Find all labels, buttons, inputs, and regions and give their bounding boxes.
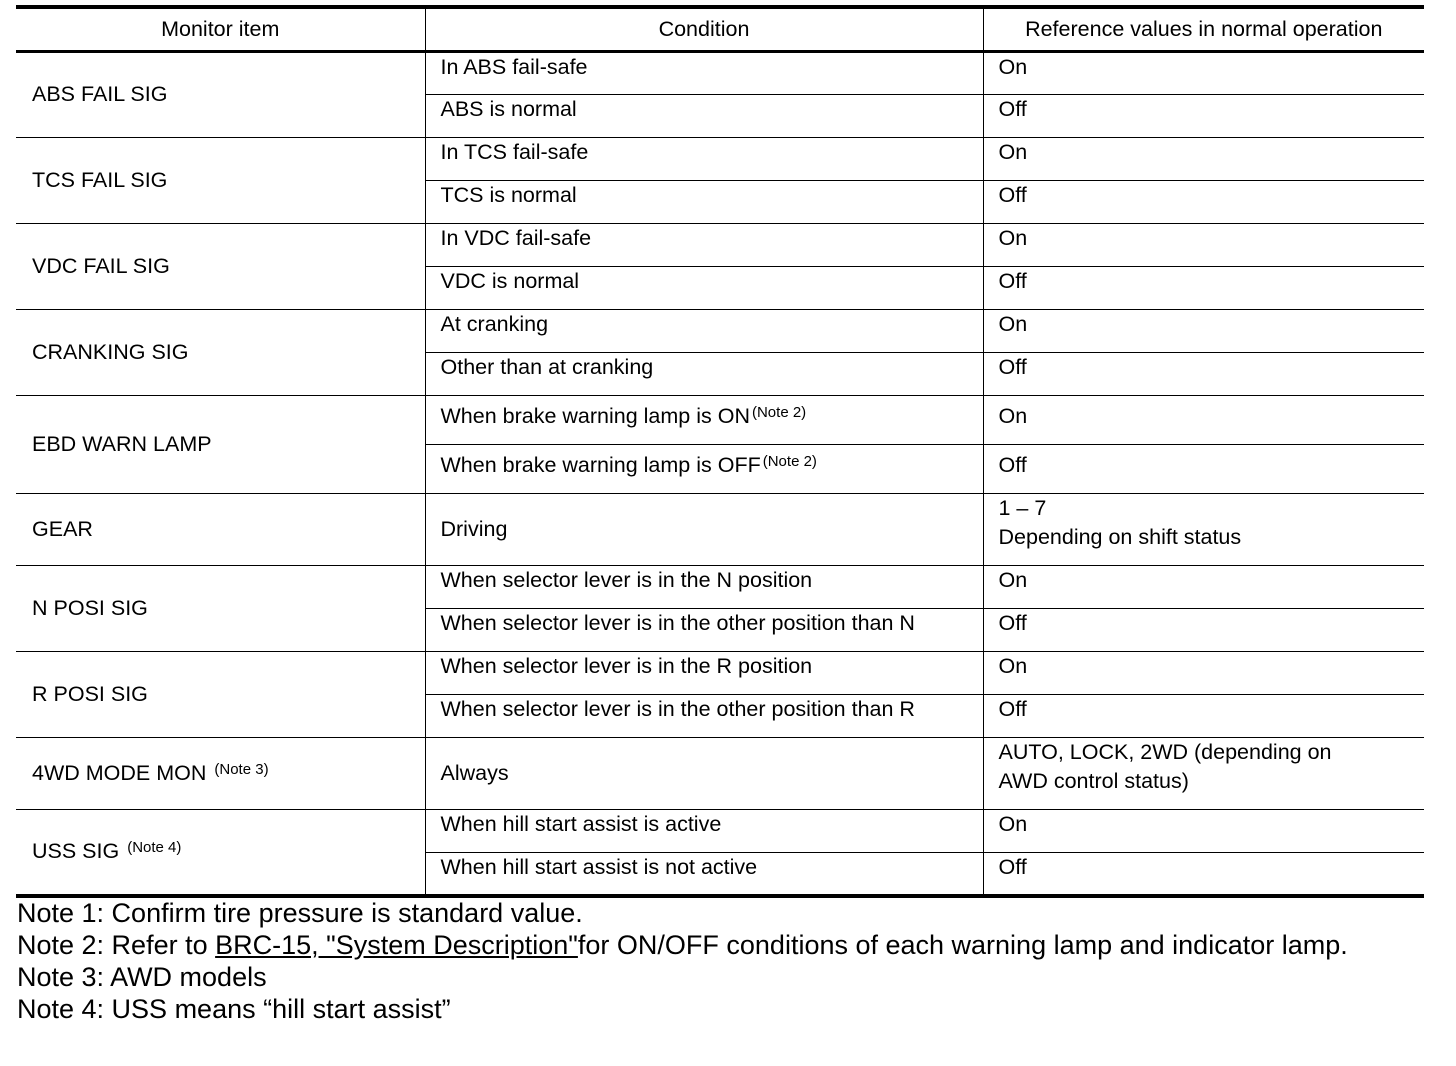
value-line: 1 – 7 (998, 496, 1047, 520)
table-row (16, 138, 1424, 181)
value-cell: On (983, 396, 1424, 445)
monitor-item-text: 4WD MODE MON (32, 760, 207, 785)
condition-cell: When hill start assist is not active (425, 853, 983, 896)
value-cell (983, 494, 1424, 566)
value-cell: On (983, 652, 1424, 695)
value-line: AWD control status) (998, 769, 1189, 794)
table-row (16, 566, 1424, 609)
condition-cell: In ABS fail-safe (425, 52, 983, 95)
header-condition: Condition (425, 7, 983, 52)
value-cell: On (983, 566, 1424, 609)
table-row (16, 810, 1424, 853)
table-row (16, 310, 1424, 353)
value-line: AUTO, LOCK, 2WD (depending on (998, 740, 1332, 764)
value-cell: On (983, 224, 1424, 267)
value-cell (983, 738, 1424, 810)
note-1: Note 1: Confirm tire pressure is standard value. (17, 898, 583, 928)
condition-cell (425, 396, 983, 445)
monitor-item-cell: ABS FAIL SIG (16, 52, 425, 138)
value-cell: On (983, 52, 1424, 95)
condition-cell: In TCS fail-safe (425, 138, 983, 181)
note-2 (17, 929, 1424, 961)
header-monitor-item: Monitor item (16, 7, 425, 52)
value-cell: Off (983, 445, 1424, 494)
monitor-item-cell: CRANKING SIG (16, 310, 425, 396)
note-2-prefix: Note 2: Refer to (17, 930, 216, 960)
condition-cell: When selector lever is in the other position than N (425, 609, 983, 652)
note-reference: (Note 3) (214, 760, 269, 778)
table-row (16, 494, 1424, 566)
condition-cell (425, 445, 983, 494)
value-cell: Off (983, 853, 1424, 896)
table-row (16, 396, 1424, 445)
monitor-item-cell: EBD WARN LAMP (16, 396, 425, 494)
value-cell: Off (983, 609, 1424, 652)
value-cell: Off (983, 181, 1424, 224)
value-line: Depending on shift status (998, 525, 1242, 550)
monitor-table (16, 5, 1424, 898)
monitor-item-cell (16, 810, 425, 896)
note-reference: (Note 2) (751, 404, 807, 421)
monitor-item-cell: GEAR (16, 494, 425, 566)
monitor-item-cell: N POSI SIG (16, 566, 425, 652)
condition-cell: When selector lever is in the N position (425, 566, 983, 609)
monitor-item-cell (16, 738, 425, 810)
condition-cell: Other than at cranking (425, 353, 983, 396)
value-cell: Off (983, 267, 1424, 310)
note-2-suffix: for ON/OFF conditions of each warning lamp and indicator lamp. (577, 930, 1348, 960)
table-header-row (16, 7, 1424, 52)
note-4: Note 4: USS means “hill start assist” (17, 994, 451, 1024)
note-3: Note 3: AWD models (17, 962, 267, 992)
condition-cell: At cranking (425, 310, 983, 353)
value-cell: On (983, 810, 1424, 853)
condition-cell: Always (425, 738, 983, 810)
monitor-item-text: USS SIG (32, 839, 120, 864)
table-row (16, 652, 1424, 695)
condition-text: When brake warning lamp is ON (440, 404, 750, 428)
brc-15-system-description-link[interactable]: BRC-15, "System Description" (215, 930, 578, 960)
condition-cell: When selector lever is in the other position than R (425, 695, 983, 738)
condition-cell: When selector lever is in the R position (425, 652, 983, 695)
value-cell: On (983, 138, 1424, 181)
table-row (16, 52, 1424, 95)
condition-cell: In VDC fail-safe (425, 224, 983, 267)
value-cell: Off (983, 353, 1424, 396)
table-row (16, 738, 1424, 810)
condition-cell: Driving (425, 494, 983, 566)
condition-cell: VDC is normal (425, 267, 983, 310)
header-reference-values: Reference values in normal operation (983, 7, 1424, 52)
value-cell: Off (983, 95, 1424, 138)
note-reference: (Note 4) (127, 839, 182, 857)
value-cell: On (983, 310, 1424, 353)
condition-cell: TCS is normal (425, 181, 983, 224)
note-reference: (Note 2) (762, 453, 817, 470)
value-cell: Off (983, 695, 1424, 738)
table-row (16, 224, 1424, 267)
monitor-item-cell: VDC FAIL SIG (16, 224, 425, 310)
monitor-item-cell: TCS FAIL SIG (16, 138, 425, 224)
condition-text: When brake warning lamp is OFF (440, 453, 761, 477)
condition-cell: ABS is normal (425, 95, 983, 138)
notes-section (17, 897, 1424, 1025)
monitor-item-cell: R POSI SIG (16, 652, 425, 738)
condition-cell: When hill start assist is active (425, 810, 983, 853)
